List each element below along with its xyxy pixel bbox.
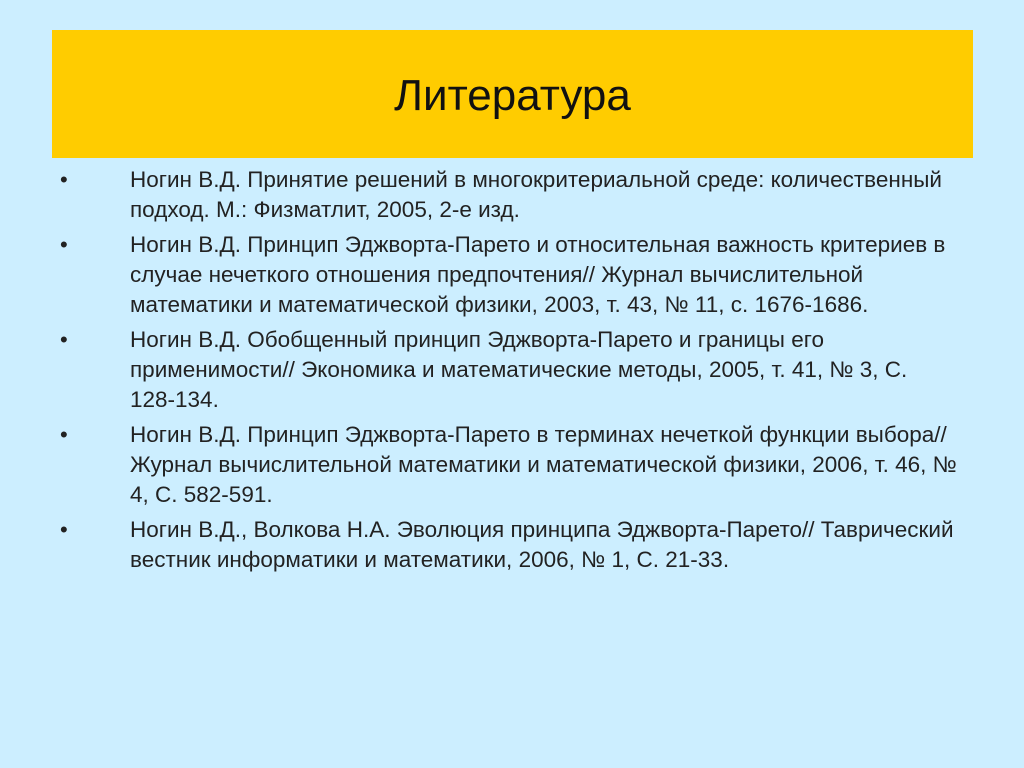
- reference-text: Ногин В.Д., Волкова Н.А. Эволюция принципа Эджворта-Парето// Таврический вестник информатики и математики, 2006, № 1, С. 21-33.: [130, 517, 954, 572]
- bullet: •: [60, 422, 68, 447]
- bullet: •: [60, 167, 68, 192]
- reference-item-3: [0, 325, 1024, 415]
- bullet: •: [60, 232, 68, 257]
- reference-text: Ногин В.Д. Обобщенный принцип Эджворта-Парето и границы его применимости// Экономика и математические методы, 2005, т. 41, № 3, С. 128-134.: [130, 327, 908, 412]
- bullet: •: [60, 517, 68, 542]
- reference-item-1: [0, 165, 1024, 225]
- reference-text: Ногин В.Д. Принцип Эджворта-Парето и относительная важность критериев в случае нечеткого отношения предпочтения// Журнал вычислительной математики и математической физики, 2003, т. 43, № 11, с. 1676-1686.: [130, 232, 946, 317]
- reference-item-5: [0, 515, 1024, 575]
- reference-list: [0, 165, 1024, 580]
- bullet: •: [60, 327, 68, 352]
- slide-title: Литература: [394, 71, 631, 120]
- reference-text: Ногин В.Д. Принцип Эджворта-Парето в терминах нечеткой функции выбора// Журнал вычислительной математики и математической физики, 2006, т. 46, № 4, С. 582-591.: [130, 422, 957, 507]
- reference-item-4: [0, 420, 1024, 510]
- reference-item-2: [0, 230, 1024, 320]
- title-bar: [52, 30, 973, 158]
- reference-text: Ногин В.Д. Принятие решений в многокритериальной среде: количественный подход. М.: Физматлит, 2005, 2-е изд.: [130, 167, 942, 222]
